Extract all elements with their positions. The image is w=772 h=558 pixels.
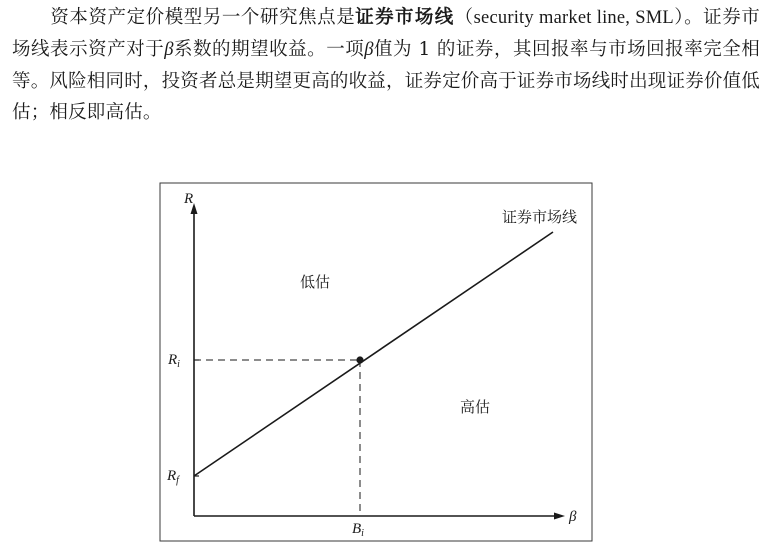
beta-symbol-1: β bbox=[164, 40, 174, 60]
para-text-5: 值为 1 的证券，其回报率与市场回报率完全相等。风险相同时，投资者总是期望更高的收益，证券定价高于证券市场线时出现证券价值低估；相反即高估。 bbox=[12, 39, 761, 123]
overvalued-label: 高估 bbox=[460, 398, 491, 416]
ri-label bbox=[167, 352, 180, 370]
term-english: security market line, SML bbox=[473, 8, 674, 28]
bi-label-main: B bbox=[352, 521, 362, 537]
para-text-3: ）。证券市场线表示资产对于 bbox=[12, 7, 760, 60]
bi-label-sub: i bbox=[361, 528, 364, 539]
x-axis-label: β bbox=[569, 509, 577, 525]
x-axis-arrow bbox=[554, 513, 565, 520]
undervalued-label: 低估 bbox=[300, 273, 331, 291]
y-axis-label: R bbox=[184, 191, 194, 207]
beta-symbol-2: β bbox=[364, 40, 374, 60]
figure-frame bbox=[160, 183, 592, 541]
rf-label-sub: f bbox=[176, 475, 179, 486]
ri-label-sub: i bbox=[177, 359, 180, 370]
term-security-market-line: 证券市场线 bbox=[355, 7, 455, 28]
security-point bbox=[356, 356, 363, 363]
para-text-4: 系数的期望收益。一项 bbox=[173, 39, 365, 60]
rf-label bbox=[166, 468, 180, 486]
bi-label bbox=[352, 521, 364, 539]
ri-label-main: R bbox=[168, 352, 178, 368]
rf-label-main: R bbox=[167, 468, 177, 484]
para-text-2: （ bbox=[454, 7, 474, 28]
sml-line-label: 证券市场线 bbox=[502, 208, 578, 226]
para-text-1: 资本资产定价模型另一个研究焦点是 bbox=[50, 7, 356, 28]
security-market-line bbox=[194, 232, 553, 476]
